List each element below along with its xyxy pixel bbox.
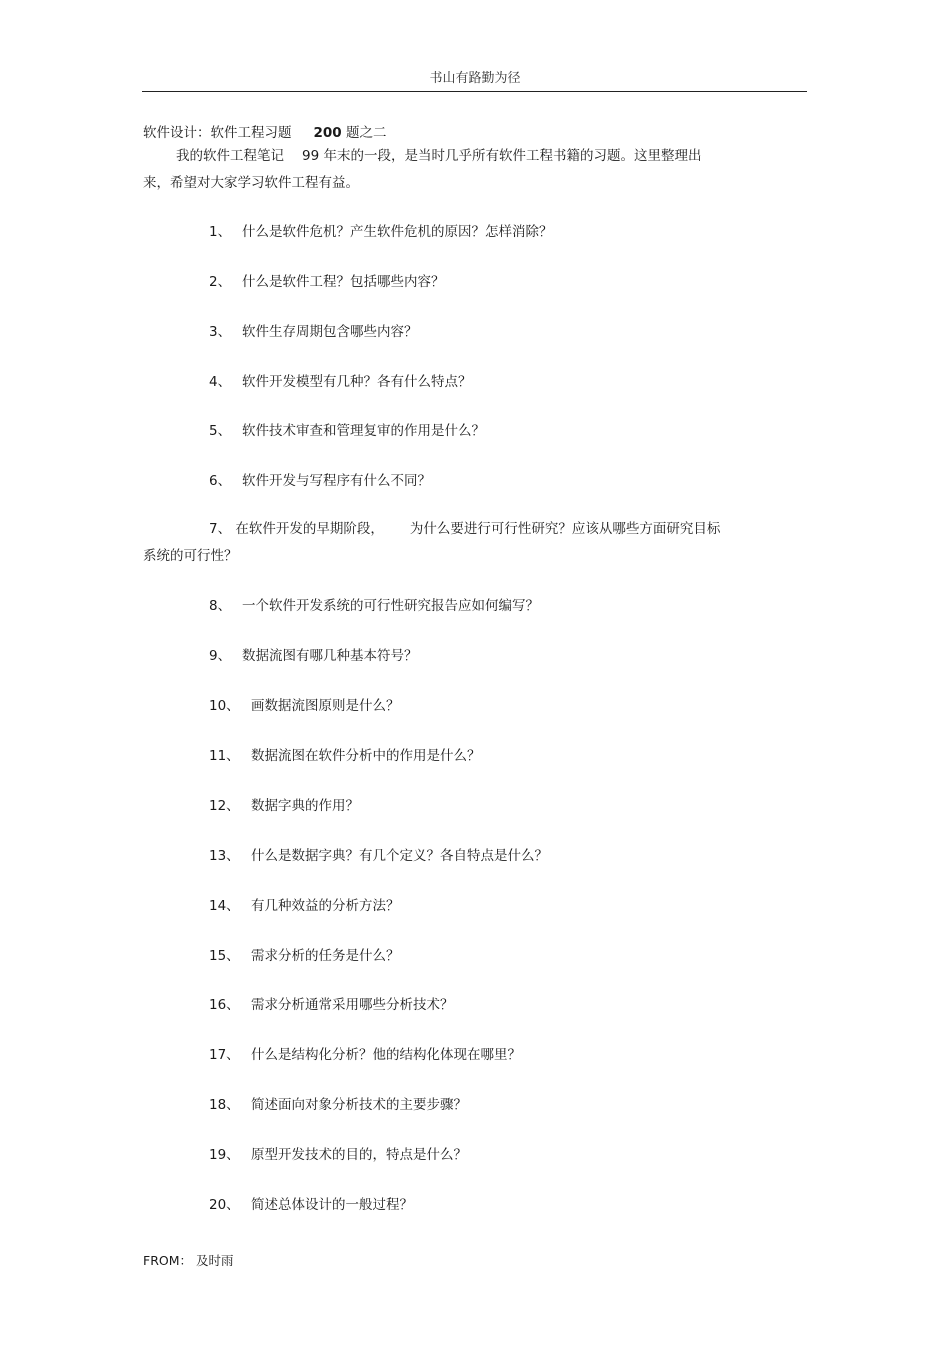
question-20: 20、 简述总体设计的一般过程？ [209, 1197, 413, 1213]
footer-value: 及时雨 [195, 1253, 234, 1268]
page-footer [143, 1251, 234, 1269]
intro-paragraph [143, 143, 773, 197]
question-1: 1、 什么是软件危机？产生软件危机的原因？怎样消除？ [209, 224, 553, 240]
question-18: 18、 简述面向对象分析技术的主要步骤？ [209, 1097, 467, 1113]
question-19: 19、 原型开发技术的目的，特点是什么？ [209, 1147, 467, 1163]
document-title [143, 121, 386, 141]
footer-label: FROM： [143, 1253, 192, 1268]
title-prefix: 软件设计：软件工程习题 [143, 125, 292, 141]
question-3: 3、 软件生存周期包含哪些内容？ [209, 324, 418, 340]
intro-text-line2: 来，希望对大家学习软件工程有益。 [143, 175, 359, 191]
question-11: 11、 数据流图在软件分析中的作用是什么？ [209, 748, 481, 764]
header-divider [142, 91, 807, 92]
question-16: 16、 需求分析通常采用哪些分析技术？ [209, 997, 454, 1013]
question-6: 6、 软件开发与写程序有什么不同？ [209, 473, 431, 489]
intro-text-a: 我的软件工程笔记 [176, 148, 284, 164]
question-13: 13、 什么是数据字典？有几个定义？各自特点是什么？ [209, 848, 548, 864]
question-10: 10、 画数据流图原则是什么？ [209, 698, 400, 714]
intro-text-b: 99 年末的一段，是当时几乎所有软件工程书籍的习题。这里整理出 [302, 148, 702, 164]
title-suffix: 题之二 [345, 125, 387, 141]
title-number: 200 [313, 125, 342, 141]
question-8: 8、 一个软件开发系统的可行性研究报告应如何编写？ [209, 598, 539, 614]
question-17: 17、 什么是结构化分析？他的结构化体现在哪里？ [209, 1047, 521, 1063]
question-4: 4、 软件开发模型有几种？各有什么特点？ [209, 374, 472, 390]
question-7: 7、 在软件开发的早期阶段， 为什么要进行可行性研究？应该从哪些方面研究目标 系统的可行性？ [143, 521, 721, 564]
page-header: 书山有路勤为径 [429, 71, 521, 86]
question-14: 14、 有几种效益的分析方法？ [209, 898, 400, 914]
question-5: 5、 软件技术审查和管理复审的作用是什么？ [209, 423, 485, 439]
question-15: 15、 需求分析的任务是什么？ [209, 948, 400, 964]
question-2: 2、 什么是软件工程？包括哪些内容？ [209, 274, 445, 290]
question-9: 9、 数据流图有哪几种基本符号？ [209, 648, 418, 664]
question-12: 12、 数据字典的作用？ [209, 798, 359, 814]
